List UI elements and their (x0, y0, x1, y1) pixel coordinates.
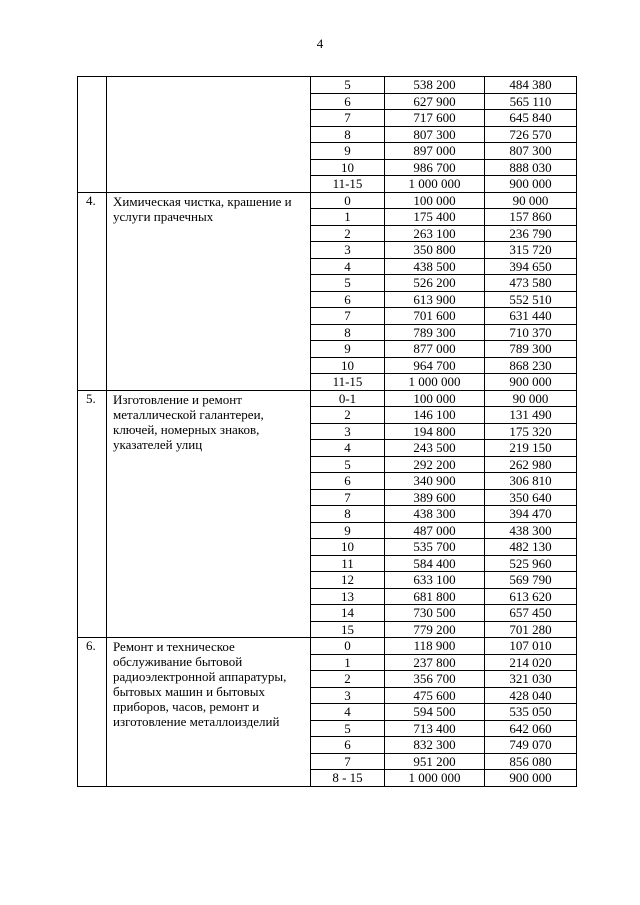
employee-count-cell: 1 (311, 654, 385, 671)
employee-count-cell: 7 (311, 110, 385, 127)
income-value-cell: 263 100 (385, 225, 485, 242)
income-value-2-cell: 565 110 (485, 93, 577, 110)
income-value-2-cell: 214 020 (485, 654, 577, 671)
income-value-2-cell: 645 840 (485, 110, 577, 127)
service-name (107, 77, 311, 193)
employee-count-cell: 5 (311, 720, 385, 737)
income-value-cell: 1 000 000 (385, 770, 485, 787)
table-row (78, 390, 577, 407)
income-value-2-cell: 726 570 (485, 126, 577, 143)
group-number: 4. (78, 192, 107, 390)
income-value-2-cell: 90 000 (485, 192, 577, 209)
income-value-2-cell: 535 050 (485, 704, 577, 721)
income-value-2-cell: 701 280 (485, 621, 577, 638)
employee-count-cell: 3 (311, 242, 385, 259)
employee-count-cell: 2 (311, 407, 385, 424)
income-value-2-cell: 428 040 (485, 687, 577, 704)
income-value-2-cell: 350 640 (485, 489, 577, 506)
income-value-2-cell: 219 150 (485, 440, 577, 457)
group-number: 5. (78, 390, 107, 638)
employee-count-cell: 6 (311, 737, 385, 754)
employee-count-cell: 15 (311, 621, 385, 638)
employee-count-cell: 9 (311, 522, 385, 539)
income-value-cell: 118 900 (385, 638, 485, 655)
income-value-cell: 292 200 (385, 456, 485, 473)
table-row (78, 638, 577, 655)
income-value-cell: 194 800 (385, 423, 485, 440)
income-value-2-cell: 438 300 (485, 522, 577, 539)
employee-count-cell: 5 (311, 456, 385, 473)
tariff-table (77, 76, 577, 787)
income-value-cell: 701 600 (385, 308, 485, 325)
income-value-cell: 877 000 (385, 341, 485, 358)
employee-count-cell: 2 (311, 671, 385, 688)
income-value-2-cell: 131 490 (485, 407, 577, 424)
income-value-cell: 951 200 (385, 753, 485, 770)
page-number: 4 (316, 36, 324, 51)
income-value-cell: 350 800 (385, 242, 485, 259)
income-value-cell: 613 900 (385, 291, 485, 308)
income-value-cell: 356 700 (385, 671, 485, 688)
income-value-cell: 175 400 (385, 209, 485, 226)
income-value-cell: 633 100 (385, 572, 485, 589)
tariff-table-body (78, 77, 577, 787)
employee-count-cell: 8 (311, 126, 385, 143)
employee-count-cell: 10 (311, 357, 385, 374)
income-value-cell: 897 000 (385, 143, 485, 160)
income-value-cell: 100 000 (385, 192, 485, 209)
employee-count-cell: 8 - 15 (311, 770, 385, 787)
employee-count-cell: 8 (311, 324, 385, 341)
income-value-2-cell: 710 370 (485, 324, 577, 341)
income-value-cell: 807 300 (385, 126, 485, 143)
income-value-2-cell: 473 580 (485, 275, 577, 292)
income-value-2-cell: 569 790 (485, 572, 577, 589)
income-value-cell: 964 700 (385, 357, 485, 374)
income-value-2-cell: 482 130 (485, 539, 577, 556)
employee-count-cell: 4 (311, 704, 385, 721)
service-name: Химическая чистка, крашение и услуги прачечных (107, 192, 311, 390)
employee-count-cell: 6 (311, 93, 385, 110)
income-value-2-cell: 900 000 (485, 770, 577, 787)
income-value-2-cell: 321 030 (485, 671, 577, 688)
employee-count-cell: 13 (311, 588, 385, 605)
income-value-2-cell: 642 060 (485, 720, 577, 737)
income-value-2-cell: 484 380 (485, 77, 577, 94)
income-value-cell: 594 500 (385, 704, 485, 721)
income-value-2-cell: 868 230 (485, 357, 577, 374)
employee-count-cell: 5 (311, 77, 385, 94)
income-value-cell: 730 500 (385, 605, 485, 622)
income-value-cell: 475 600 (385, 687, 485, 704)
employee-count-cell: 14 (311, 605, 385, 622)
table-row (78, 77, 577, 94)
income-value-2-cell: 888 030 (485, 159, 577, 176)
group-number (78, 77, 107, 193)
income-value-cell: 681 800 (385, 588, 485, 605)
employee-count-cell: 11 (311, 555, 385, 572)
employee-count-cell: 7 (311, 489, 385, 506)
employee-count-cell: 11-15 (311, 374, 385, 391)
income-value-2-cell: 749 070 (485, 737, 577, 754)
income-value-cell: 243 500 (385, 440, 485, 457)
income-value-cell: 584 400 (385, 555, 485, 572)
employee-count-cell: 11-15 (311, 176, 385, 193)
income-value-2-cell: 175 320 (485, 423, 577, 440)
income-value-2-cell: 306 810 (485, 473, 577, 490)
employee-count-cell: 4 (311, 440, 385, 457)
income-value-2-cell: 236 790 (485, 225, 577, 242)
income-value-cell: 779 200 (385, 621, 485, 638)
employee-count-cell: 0 (311, 638, 385, 655)
employee-count-cell: 3 (311, 423, 385, 440)
table-row (78, 192, 577, 209)
income-value-2-cell: 394 470 (485, 506, 577, 523)
income-value-cell: 986 700 (385, 159, 485, 176)
employee-count-cell: 9 (311, 341, 385, 358)
employee-count-cell: 12 (311, 572, 385, 589)
employee-count-cell: 7 (311, 753, 385, 770)
employee-count-cell: 7 (311, 308, 385, 325)
income-value-2-cell: 900 000 (485, 176, 577, 193)
income-value-2-cell: 157 860 (485, 209, 577, 226)
income-value-cell: 340 900 (385, 473, 485, 490)
income-value-cell: 789 300 (385, 324, 485, 341)
income-value-2-cell: 657 450 (485, 605, 577, 622)
group-number: 6. (78, 638, 107, 787)
income-value-cell: 717 600 (385, 110, 485, 127)
employee-count-cell: 0-1 (311, 390, 385, 407)
income-value-2-cell: 262 980 (485, 456, 577, 473)
income-value-2-cell: 394 650 (485, 258, 577, 275)
income-value-2-cell: 807 300 (485, 143, 577, 160)
income-value-cell: 535 700 (385, 539, 485, 556)
income-value-cell: 389 600 (385, 489, 485, 506)
employee-count-cell: 6 (311, 291, 385, 308)
income-value-cell: 713 400 (385, 720, 485, 737)
income-value-cell: 487 000 (385, 522, 485, 539)
employee-count-cell: 10 (311, 159, 385, 176)
income-value-cell: 627 900 (385, 93, 485, 110)
income-value-cell: 832 300 (385, 737, 485, 754)
employee-count-cell: 9 (311, 143, 385, 160)
income-value-2-cell: 856 080 (485, 753, 577, 770)
income-value-2-cell: 107 010 (485, 638, 577, 655)
income-value-cell: 1 000 000 (385, 374, 485, 391)
employee-count-cell: 4 (311, 258, 385, 275)
employee-count-cell: 0 (311, 192, 385, 209)
income-value-cell: 237 800 (385, 654, 485, 671)
income-value-cell: 100 000 (385, 390, 485, 407)
employee-count-cell: 3 (311, 687, 385, 704)
income-value-cell: 1 000 000 (385, 176, 485, 193)
service-name: Изготовление и ремонт металлической галантереи, ключей, номерных знаков, указателей улиц (107, 390, 311, 638)
employee-count-cell: 8 (311, 506, 385, 523)
income-value-2-cell: 613 620 (485, 588, 577, 605)
income-value-2-cell: 631 440 (485, 308, 577, 325)
income-value-2-cell: 900 000 (485, 374, 577, 391)
employee-count-cell: 6 (311, 473, 385, 490)
income-value-cell: 438 300 (385, 506, 485, 523)
employee-count-cell: 1 (311, 209, 385, 226)
income-value-2-cell: 552 510 (485, 291, 577, 308)
employee-count-cell: 10 (311, 539, 385, 556)
employee-count-cell: 2 (311, 225, 385, 242)
income-value-cell: 438 500 (385, 258, 485, 275)
service-name: Ремонт и техническое обслуживание бытовой радиоэлектронной аппаратуры, бытовых машин и бытовых приборов, часов, ремонт и изготовление металлоизделий (107, 638, 311, 787)
income-value-2-cell: 315 720 (485, 242, 577, 259)
income-value-2-cell: 525 960 (485, 555, 577, 572)
income-value-2-cell: 90 000 (485, 390, 577, 407)
income-value-2-cell: 789 300 (485, 341, 577, 358)
income-value-cell: 538 200 (385, 77, 485, 94)
income-value-cell: 146 100 (385, 407, 485, 424)
employee-count-cell: 5 (311, 275, 385, 292)
income-value-cell: 526 200 (385, 275, 485, 292)
